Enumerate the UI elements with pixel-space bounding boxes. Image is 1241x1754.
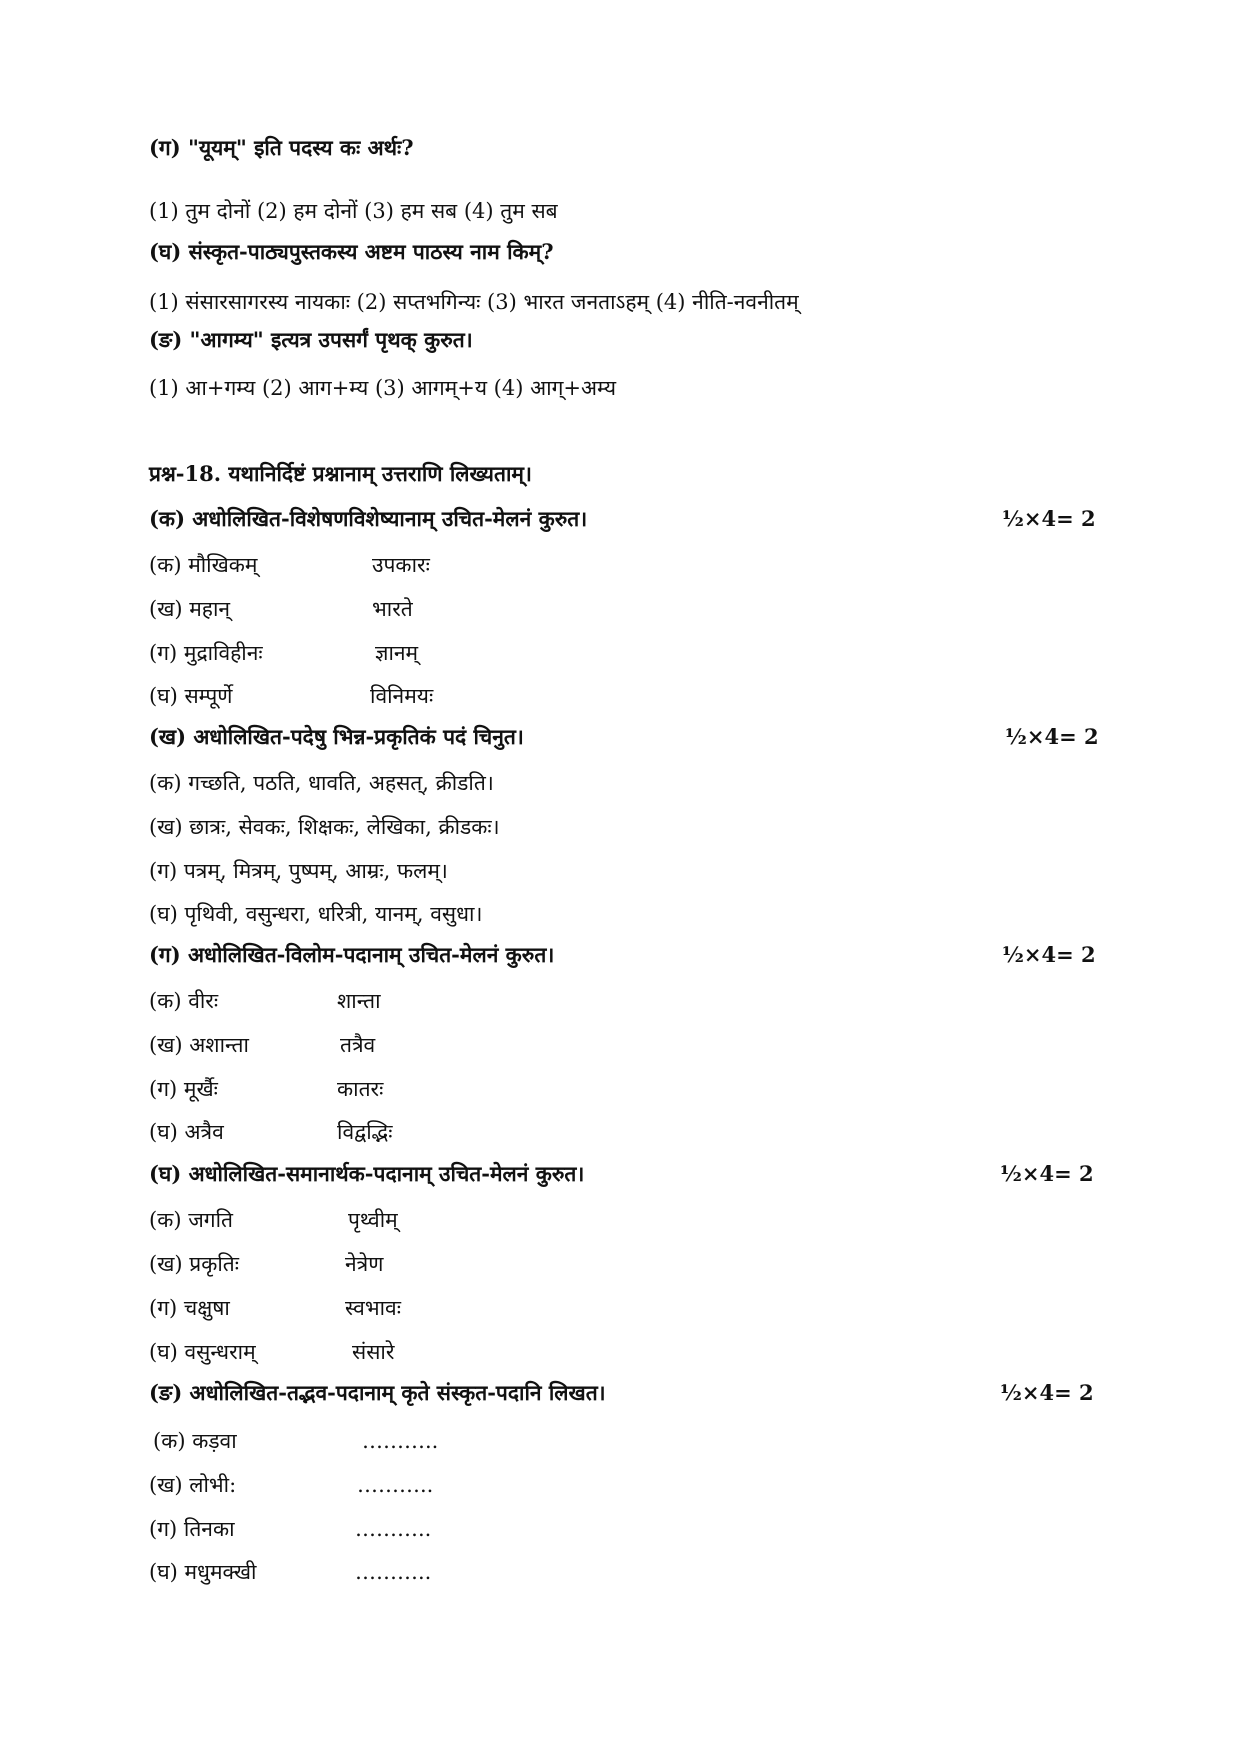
match-row-left: (घ) सम्पूर्णे (149, 684, 233, 708)
match-row-right: तत्रैव (340, 1033, 376, 1057)
question-nga-options: (1) आ+गम्य (2) आग+म्य (3) आगम्+य (4) आग्+अम्य (149, 376, 617, 400)
match-row-right: भारते (372, 597, 413, 621)
match-row-left: (घ) अत्रैव (149, 1120, 224, 1144)
fill-row-blank: ……….. (355, 1517, 432, 1541)
section-kha-marks: ½×4= 2 (1005, 724, 1099, 749)
match-row-left: (ग) मुद्राविहीनः (149, 641, 263, 665)
match-row-left: (ख) प्रकृतिः (149, 1252, 239, 1276)
list-item: (क) गच्छति, पठति, धावति, अहसत्, क्रीडति। (149, 771, 494, 795)
list-item: (ख) छात्रः, सेवकः, शिक्षकः, लेखिका, क्रीडकः। (149, 815, 500, 839)
section-ga-heading: (ग) अधोलिखित-विलोम-पदानाम् उचित-मेलनं कुरुत। (149, 942, 555, 967)
section-gha-marks: ½×4= 2 (1000, 1161, 1094, 1186)
fill-row-left: (घ) मधुमक्खी (149, 1560, 257, 1584)
match-row-left: (ग) मूर्खैः (149, 1077, 218, 1101)
match-row-left: (क) वीरः (149, 989, 219, 1013)
match-row-right: पृथ्वीम् (348, 1208, 398, 1232)
fill-row-blank: ……….. (362, 1429, 439, 1453)
section-ga-marks: ½×4= 2 (1002, 942, 1096, 967)
match-row-left: (ख) महान् (149, 597, 231, 621)
fill-row-left: (ग) तिनका (149, 1517, 235, 1541)
section-nga-heading: (ङ) अधोलिखित-तद्भव-पदानाम् कृते संस्कृत-पदानि लिखत। (149, 1380, 606, 1405)
fill-row-blank: ……….. (355, 1560, 432, 1584)
section-gha-heading: (घ) अधोलिखित-समानार्थक-पदानाम् उचित-मेलनं कुरुत। (149, 1161, 585, 1186)
match-row-left: (ख) अशान्ता (149, 1033, 249, 1057)
match-row-right: विद्वद्भिः (337, 1120, 393, 1144)
match-row-right: विनिमयः (370, 684, 434, 708)
question-gha-options: (1) संसारसागरस्य नायकाः (2) सप्तभगिन्यः (3) भारत जनताऽहम् (4) नीति-नवनीतम् (149, 290, 799, 314)
question-18-title: प्रश्न-18. यथानिर्दिष्टं प्रश्नानाम् उत्तराणि लिख्यताम्। (149, 461, 532, 486)
match-row-right: स्वभावः (345, 1296, 401, 1320)
list-item: (घ) पृथिवी, वसुन्धरा, धरित्री, यानम्, वसुधा। (149, 902, 483, 926)
fill-row-left: (क) कड़वा (153, 1429, 237, 1453)
section-kha-heading: (ख) अधोलिखित-पदेषु भिन्न-प्रकृतिकं पदं चिनुत। (149, 724, 524, 749)
match-row-right: उपकारः (372, 553, 430, 577)
match-row-right: नेत्रेण (345, 1252, 384, 1276)
match-row-right: ज्ञानम् (375, 641, 419, 665)
fill-row-blank: ……….. (357, 1473, 434, 1497)
section-ka-marks: ½×4= 2 (1002, 506, 1096, 531)
question-ga-options: (1) तुम दोनों (2) हम दोनों (3) हम सब (4) तुम सब (149, 199, 558, 223)
match-row-left: (क) मौखिकम् (149, 553, 258, 577)
match-row-right: शान्ता (337, 989, 381, 1013)
match-row-left: (ग) चक्षुषा (149, 1296, 230, 1320)
section-ka-heading: (क) अधोलिखित-विशेषणविशेष्यानाम् उचित-मेलनं कुरुत। (149, 506, 588, 531)
match-row-right: कातरः (337, 1077, 384, 1101)
question-gha: (घ) संस्कृत-पाठ्यपुस्तकस्य अष्टम पाठस्य नाम किम्? (149, 239, 554, 264)
match-row-left: (क) जगति (149, 1208, 234, 1232)
question-ga: (ग) "यूयम्" इति पदस्य कः अर्थः? (149, 135, 414, 160)
section-nga-marks: ½×4= 2 (1000, 1380, 1094, 1405)
list-item: (ग) पत्रम्, मित्रम्, पुष्पम्, आम्रः, फलम्। (149, 859, 448, 883)
fill-row-left: (ख) लोभी: (149, 1473, 237, 1497)
match-row-left: (घ) वसुन्धराम् (149, 1340, 256, 1364)
question-nga: (ङ) "आगम्य" इत्यत्र उपसर्गं पृथक् कुरुत। (149, 327, 473, 352)
match-row-right: संसारे (352, 1340, 395, 1364)
